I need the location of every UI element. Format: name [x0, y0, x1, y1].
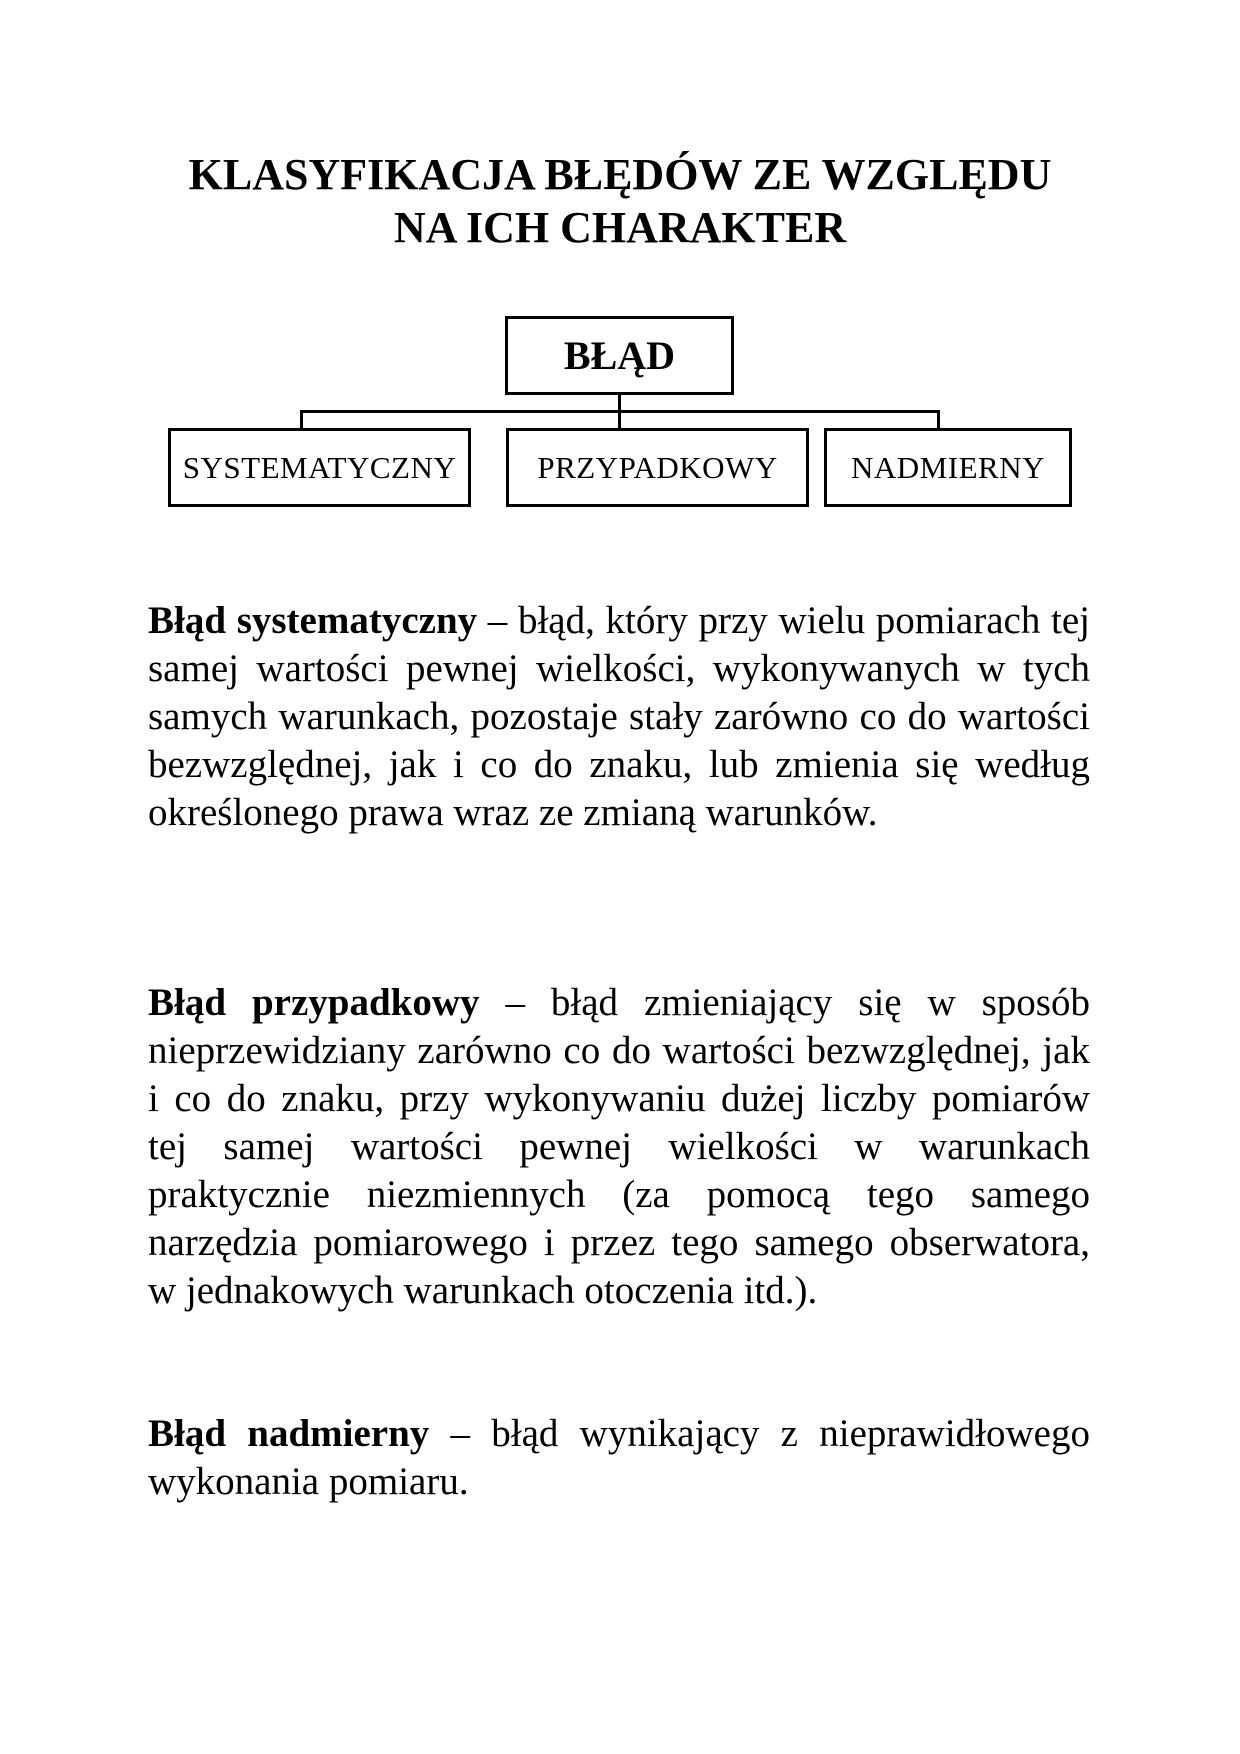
connector-left: [300, 410, 303, 429]
definition-text: – błąd, który przy wielu pomiarach tej samej wartości pewnej wielkości, wykonywanych w tych samych warunkach, pozostaje stały zarówno co do wartości bezwzględnej, jak i co do znaku, lub zmienia się według określonego prawa wraz ze zmianą warunków.: [148, 599, 1090, 834]
definition-gross: [148, 1410, 1090, 1506]
definition-term: Błąd systematyczny: [148, 599, 478, 642]
diagram-box-gross: NADMIERNY: [824, 428, 1072, 507]
title-line-1: KLASYFIKACJA BŁĘDÓW ZE WZGLĘDU: [188, 150, 1052, 199]
error-classification-diagram: [0, 0, 1240, 560]
diagram-root-box: BŁĄD: [505, 316, 734, 395]
connector-horizontal: [300, 410, 940, 413]
definition-term: Błąd przypadkowy: [148, 981, 480, 1024]
definition-term: Błąd nadmierny: [148, 1412, 430, 1455]
diagram-box-systematic: SYSTEMATYCZNY: [168, 428, 471, 507]
definition-random: [148, 979, 1090, 1315]
definition-text: – błąd wynikający z nieprawidłowego wykonania pomiaru.: [148, 1412, 1090, 1503]
connector-right: [937, 410, 940, 429]
diagram-box-random: PRZYPADKOWY: [506, 428, 809, 507]
definition-text: – błąd zmieniający się w sposób nieprzewidziany zarówno co do wartości bezwzględnej, jak i co do znaku, przy wykonywaniu dużej liczby pomiarów tej samej wartości pewnej wielkości w warunkach praktycznie niezmiennych (za pomocą tego samego narzędzia pomiarowego i przez tego samego obserwatora, w jednakowych warunkach otoczenia itd.).: [148, 981, 1090, 1312]
title-line-2: NA ICH CHARAKTER: [393, 203, 847, 252]
definition-systematic: [148, 597, 1090, 837]
